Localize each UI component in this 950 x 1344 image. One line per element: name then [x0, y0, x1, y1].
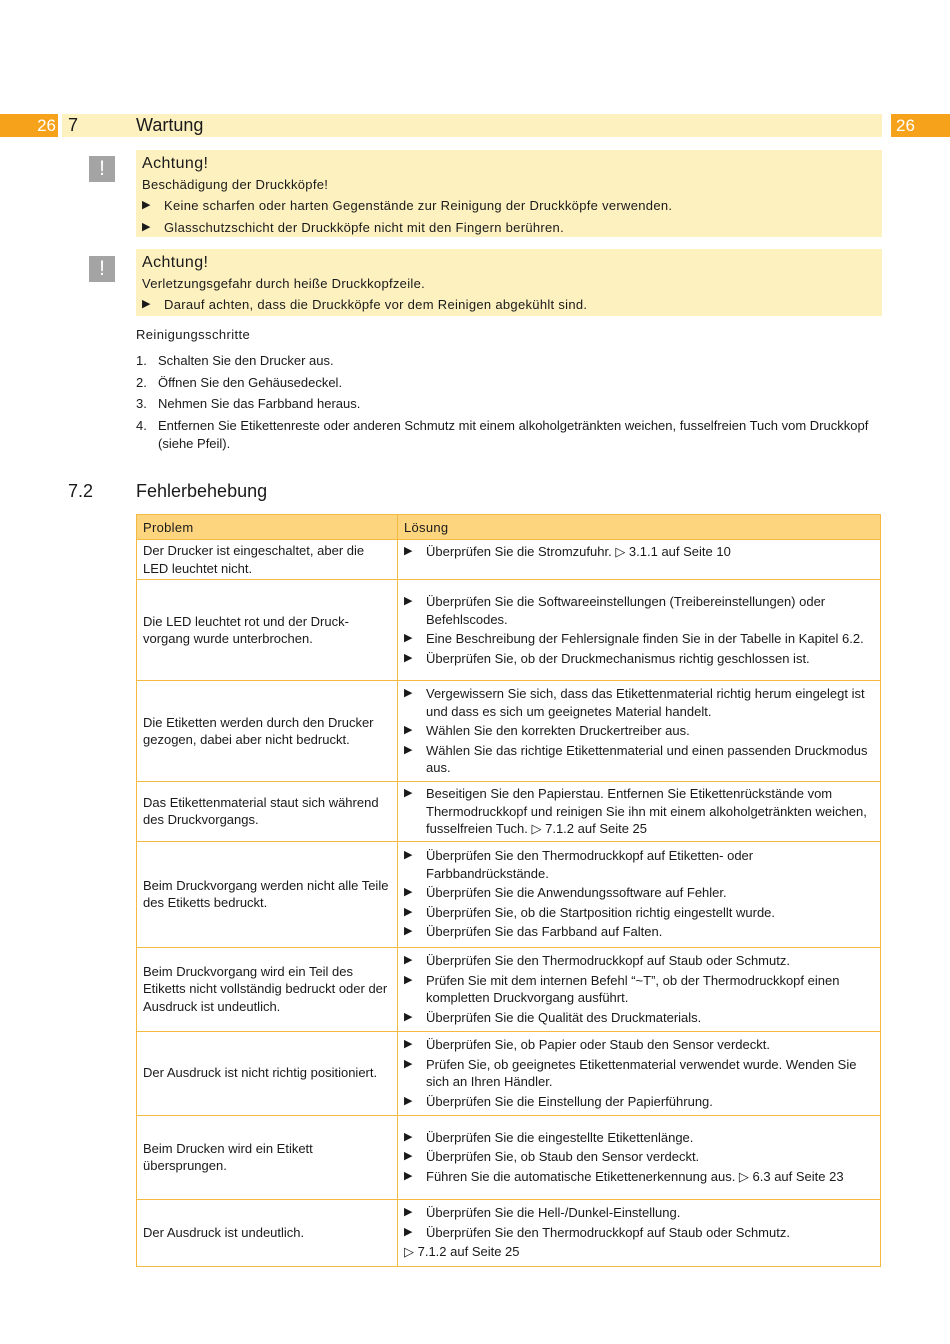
- step-text: Nehmen Sie das Farbband heraus.: [158, 396, 361, 411]
- solution-item: ▶ Beseitigen Sie den Papierstau. Entfernen Sie Etikettenrückstände vom Thermodruckkopf und reinigen Sie ihn mit einem alkoholgetränkten weichen, fusselfreien Tuch. ▷ 7.1.2 auf Seite 25: [404, 785, 874, 838]
- problem-cell: Beim Druckvorgang wird ein Teil des Etiketts nicht vollständig bedruckt oder der Ausdruck ist undeutlich.: [137, 947, 398, 1031]
- solution-item: ▶ Wählen Sie das richtige Etikettenmaterial und einen passenden Druckmodus aus.: [404, 742, 874, 777]
- solution-cell: [398, 947, 881, 1031]
- step-item: [136, 395, 882, 413]
- solution-item: ▶ Vergewissern Sie sich, dass das Etikettenmaterial richtig herum eingelegt ist und dass es sich um geeignetes Material handelt.: [404, 685, 874, 720]
- problem-cell: Beim Drucken wird ein Etikett übersprungen.: [137, 1115, 398, 1199]
- table-row: [137, 841, 881, 947]
- solution-cell: [398, 1115, 881, 1199]
- cleaning-heading: Reinigungsschritte: [136, 327, 251, 342]
- solution-item: ▶ Überprüfen Sie die Hell-/Dunkel-Einstellung.: [404, 1204, 874, 1222]
- solution-item: ▶ Überprüfen Sie den Thermodruckkopf auf Staub oder Schmutz.: [404, 1224, 874, 1242]
- step-item: [136, 374, 882, 392]
- chapter-title: Wartung: [136, 115, 204, 135]
- header-problem: Problem: [137, 515, 398, 540]
- warning-title: Achtung!: [142, 254, 209, 271]
- table-row: [137, 782, 881, 842]
- warning-text: Verletzungsgefahr durch heiße Druckkopfzeile.: [142, 276, 426, 291]
- solution-reference: ▷ 7.1.2 auf Seite 25: [404, 1244, 520, 1260]
- problem-cell: Der Drucker ist eingeschaltet, aber die LED leuchtet nicht.: [137, 540, 398, 580]
- solution-item: ▶ Überprüfen Sie die eingestellte Etikettenlänge.: [404, 1129, 874, 1147]
- solution-item: ▶ Überprüfen Sie, ob der Druckmechanismus richtig geschlossen ist.: [404, 650, 874, 668]
- solution-item: ▶ Überprüfen Sie die Einstellung der Papierführung.: [404, 1093, 874, 1111]
- solution-item: ▶ Überprüfen Sie das Farbband auf Falten.: [404, 923, 874, 941]
- warning-bullet: ▶ Keine scharfen oder harten Gegenstände zur Reinigung der Druckköpfe verwenden.: [142, 195, 876, 217]
- solution-item: ▶ Überprüfen Sie den Thermodruckkopf auf Etiketten- oder Farbbandrückstände.: [404, 847, 874, 882]
- solution-item: ▶ Überprüfen Sie die Stromzufuhr. ▷ 3.1.1 auf Seite 10: [404, 543, 874, 561]
- solution-item: ▶ Wählen Sie den korrekten Druckertreiber aus.: [404, 722, 874, 740]
- page-number-right: 26: [891, 114, 950, 137]
- table-row: [137, 1115, 881, 1199]
- step-text: Schalten Sie den Drucker aus.: [158, 353, 334, 368]
- problem-cell: Beim Druckvorgang werden nicht alle Teile des Etiketts bedruckt.: [137, 841, 398, 947]
- problem-cell: Der Ausdruck ist nicht richtig positioniert.: [137, 1031, 398, 1115]
- solution-item: ▶ Prüfen Sie, ob geeignetes Etikettenmaterial verwendet wurde. Wenden Sie sich an Ihren Händler.: [404, 1056, 874, 1091]
- table-row: [137, 681, 881, 782]
- problem-cell: Die Etiketten werden durch den Drucker gezogen, dabei aber nicht bedruckt.: [137, 681, 398, 782]
- step-number: 2.: [136, 374, 147, 390]
- step-number: 1.: [136, 353, 147, 368]
- solution-cell: [398, 681, 881, 782]
- table-row: [137, 540, 881, 580]
- header-solution: Lösung: [398, 515, 881, 540]
- table-row: [137, 947, 881, 1031]
- troubleshooting-table: [136, 514, 881, 1267]
- solution-cell: [398, 782, 881, 842]
- step-item: [136, 352, 882, 370]
- section-title: Fehlerbehebung: [136, 481, 268, 501]
- solution-item: ▶ Überprüfen Sie, ob Staub den Sensor verdeckt.: [404, 1148, 874, 1166]
- solution-item: ▶ Eine Beschreibung der Fehlersignale finden Sie in der Tabelle in Kapitel 6.2.: [404, 630, 874, 648]
- table-row: [137, 1199, 881, 1266]
- warning-box: [136, 150, 882, 237]
- solution-item: ▶ Überprüfen Sie, ob Papier oder Staub den Sensor verdeckt.: [404, 1036, 874, 1054]
- step-number: 3.: [136, 396, 147, 411]
- solution-item: ▶ Überprüfen Sie den Thermodruckkopf auf Staub oder Schmutz.: [404, 952, 874, 970]
- warning-bullet: ▶ Glasschutzschicht der Druckköpfe nicht mit den Fingern berühren.: [142, 217, 876, 239]
- step-number: 4.: [136, 417, 147, 433]
- solution-cell: [398, 1031, 881, 1115]
- solution-item: ▶ Überprüfen Sie die Softwareeinstellungen (Treibereinstellungen) oder Befehlscodes.: [404, 593, 874, 628]
- solution-cell: [398, 580, 881, 681]
- section-number: 7.2: [68, 481, 94, 501]
- step-text: Öffnen Sie den Gehäusedeckel.: [158, 374, 343, 390]
- table-row: [137, 580, 881, 681]
- warning-text: Beschädigung der Druckköpfe!: [142, 177, 329, 192]
- solution-cell: [398, 841, 881, 947]
- step-text: Entfernen Sie Etikettenreste oder anderen Schmutz mit einem alkoholgetränkten weichen, fusselfreien Tuch vom Druckkopf (siehe Pfeil).: [158, 417, 869, 451]
- page-number-left: 26: [0, 114, 58, 137]
- problem-cell: Der Ausdruck ist undeutlich.: [137, 1199, 398, 1266]
- chapter-number: 7: [68, 115, 79, 135]
- warning-icon: !: [89, 256, 115, 282]
- warning-title: Achtung!: [142, 155, 209, 172]
- solution-item: ▶ Überprüfen Sie die Qualität des Druckmaterials.: [404, 1009, 874, 1027]
- step-item: [136, 417, 882, 453]
- solution-item: ▶ Überprüfen Sie die Anwendungssoftware auf Fehler.: [404, 884, 874, 902]
- warning-icon: !: [89, 156, 115, 182]
- table-row: [137, 1031, 881, 1115]
- table-header-row: [137, 515, 881, 540]
- solution-cell: [398, 540, 881, 580]
- solution-item: ▶ Prüfen Sie mit dem internen Befehl “~T”, ob der Thermodruckkopf einen kompletten Druckvorgang ausführt.: [404, 972, 874, 1007]
- solution-cell: [398, 1199, 881, 1266]
- solution-item: ▶ Führen Sie die automatische Etikettenerkennung aus. ▷ 6.3 auf Seite 23: [404, 1168, 874, 1186]
- warning-bullet: ▶ Darauf achten, dass die Druckköpfe vor dem Reinigen abgekühlt sind.: [142, 294, 876, 316]
- problem-cell: Das Etikettenmaterial staut sich während des Druckvorgangs.: [137, 782, 398, 842]
- problem-cell: Die LED leuchtet rot und der Druck-vorgang wurde unterbrochen.: [137, 580, 398, 681]
- cleaning-steps: [136, 352, 882, 456]
- solution-item: ▶ Überprüfen Sie, ob die Startposition richtig eingestellt wurde.: [404, 904, 874, 922]
- warning-box: [136, 249, 882, 316]
